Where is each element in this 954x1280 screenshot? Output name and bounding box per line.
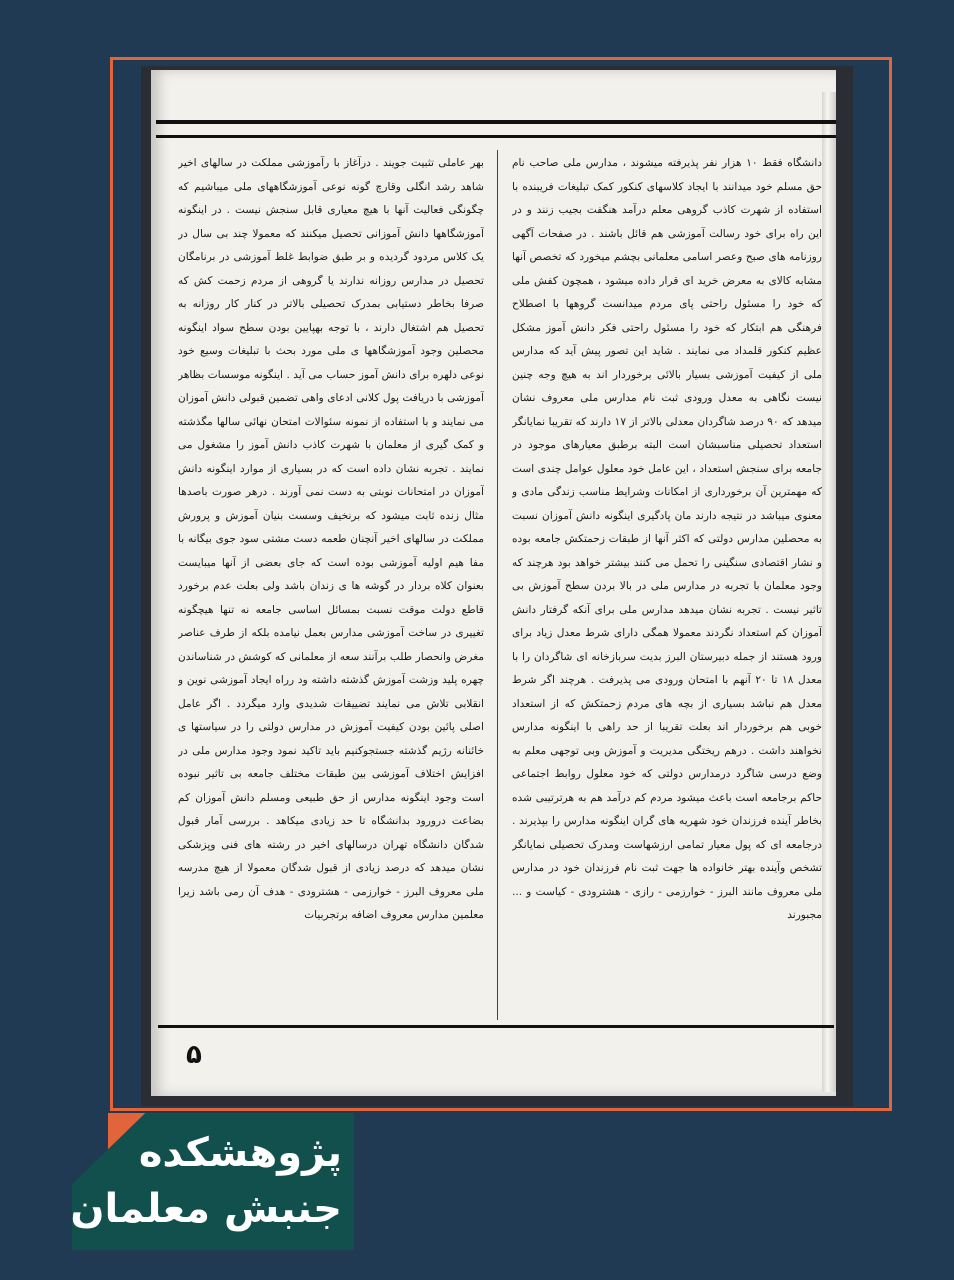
right-column-paragraph: دانشگاه فقط ۱۰ هزار نفر پذیرفته میشوند ، مدارس ملی صاحب نام حق مسلم خود میدانند با ایجاد کلاسهای کنکور کمک تبلیغات فریبنده با استفاده از شهرت کاذب گروهی معلم درآمد هنگفت بجیب زنند و در این راه برای خود رسالت آموزشی هم قائل باشند . در صفحات آگهی روزنامه های صبح وعصر اسامی معلمانی بچشم میخورد که تخصص آنها مشابه کالای به معرض خرید ای قرار داده میشود ، همچون کفش ملی که خود را مسئول راحتی پای مردم میدانست گروهها با اصطلاح فرهنگی هم ابتکار که خود را مسئول راحتی فکر دانش آموز مشکل عظیم کنکور قلمداد می نمایند . شاید این تصور پیش آید که مدارس ملی از کیفیت آموزشی بسیار بالائی برخوردار اند به هیچ وجه چنین نیست نگاهی به معدل ورودی ثبت نام مدارس ملی معروف نشان میدهد که ۹۰ درصد شاگردان معدلی بالاتر از ۱۷ دارند که تقریبا نمایانگر استعداد تحصیلی مناسبشان است البته برطبق معیارهای موجود در جامعه برای سنجش استعداد ، این عامل خود معلول عوامل چندی است که مهمترین آن برخورداری از امکانات وشرایط مناسب زندگی مادی و معنوی میباشد در نتیجه دارند مان پادگیری اینگونه دانش آموزان نسبت به محصلین مدارس دولتی که اکثر آنها از طبقات زحمتکش جامعه بوده و نشار اقتصادی سنگینی را تحمل می کنند بیشتر خواهد بود هرچند که وجود معلمان با تجربه در مدارس ملی در بالا بردن سطح آموزش بی تاثیر نیست . تجربه نشان میدهد مدارس ملی برای آنکه گرفتار دانش آموزان کم استعداد نگردند معمولا همگی دارای شرط معدل زیاد برای ورود هستند از جمله دبیرستان البرز بدیت سربازخانه ای شاگردان را با معدل ۱۸ تا ۲۰ آنهم با امتحان ورودی می پذیرفت . هرچند اگر شرط معدل هم نباشد بسیاری از بچه های مردم زحمتکش که از استعداد خوبی هم برخوردار اند بعلت تقریبا از حد راهی با اینگونه مدارس نخواهند داشت . درهم ریختگی مدیریت و آموزش وبی توجهی معلم به وضع درسی شاگرد درمدارس دولتی که خود معلول روابط اجتماعی حاکم برجامعه است باعث میشود مردم کم درآمد هم به هرترتیبی شده بخاطر آینده فرزندان خود شهریه های گران اینگونه مدارس را بپذیرند . درجامعه ای که پول معیار تمامی ارزشهاست ومدرک تحصیلی نمایانگر تشخص وآینده بهتر خانواده ها جهت ثبت نام فرزندان خود در مدارس ملی معروف مانند البرز - خوارزمی - رازی - هشترودی - کیاست و ... مجبورند [512, 157, 822, 921]
left-column-paragraph: بهر عاملی تثبیت جویند . درآغاز با رآموزشی مملکت در سالهای اخیر شاهد رشد انگلی وقارچ گونه نوعی آموزشگاههای ملی میباشیم که چگونگی فعالیت آنها با هیچ معیاری قابل سنجش نیست . در اینگونه آموزشگاهها دانش آموزانی تحصیل میکنند که معمولا چند بی سال در یک کلاس مردود گردیده و بر طبق ضوابط غلط آموزشی در برنامگان تحصیل در مدارس روزانه ندارند یا گروهی از مردم زحمت کش که صرفا بخاطر دستیابی بمدرک تحصیلی بالاتر در کنار کار روزانه به تحصیل هم اشتغال دارند ، با توجه بهپایین بودن سطح سواد اینگونه محصلین وجود آموزشگاهها ی ملی مورد بحث با تبلیغات وسیع خود نوعی دلهره برای دانش آموز حساب می آید . اینگونه موسسات بظاهر آموزشی با دریافت پول کلانی ادعای واهی تضمین قبولی دانش آموزان می نمایند و با استفاده از نمونه سئوالات امتحان نهائی سالها مگذشته و کمک گیری از معلمان با شهرت کاذب دانش آموز را مشغول می نمایند . تجربه نشان داده است که در بسیاری از موارد اینگونه دانش آموزان در امتحانات نوبتی به دست نمی آورند . درهر صورت باصدها مثال زنده ثابت میشود که برنخیف وسست بنیان آموزش و پرورش مملکت در سالهای اخیر آنچنان طعمه دست مشتی سود جوی بیگانه با مفا هیم اولیه آموزشی بوده است که جای بعضی از آنها میبایست بعنوان کلاه بردار در گوشه ها ی زندان باشد ولی بعلت عدم برخورد قاطع دولت موقت نسبت بمسائل اساسی جامعه نه تنها هیچگونه تغییری در ساخت آموزشی مدارس بعمل نیامده بلکه از طرف عناصر مغرض وانحصار طلب برآنند سعه از معلمانی که کوشش در شناساندن چهره پلید وزشت آموزش گذشته داشته ود رراه ایجاد آموزشی نوین و انقلابی تلاش می نمایند تضییقات شدیدی وارد میگردد . اگر عامل اصلی پائین بودن کیفیت آموزش در مدارس دولتی را در سیاستها ی خائنانه رژیم گذشته جستجوکنیم باید تاکید نمود وجود مدارس ملی در افزایش اختلاف آموزشی بین طبقات مختلف جامعه بی تاثیر نبوده است وجود اینگونه مدارس از حق طبیعی ومسلم دانش آموزان کم بضاعت درورود بدانشگاه تا حد زیادی میکاهد . بررسی آمار قبول شدگان دانشگاه تهران درسالهای اخیر در رشته های فنی وپزشکی نشان میدهد که درصد زیادی از قبول شدگان معمولا از هیچ مدرسه ملی معروف البرز - خوارزمی - هشترودی - هدف آن رمی باشد زیرا معلمین مدارس معروف اضافه برتجربیات [178, 157, 484, 921]
page-number: ۵ [186, 1040, 202, 1070]
footer-rule [158, 1025, 834, 1028]
header-rule-thick [156, 120, 836, 124]
column-divider [497, 150, 498, 1020]
logo-title-line2: جنبش معلمان [70, 1186, 342, 1232]
page-edge-binding [822, 92, 836, 1092]
logo-title-line1: پژوهشکده [138, 1130, 342, 1176]
left-text-column [178, 152, 484, 1022]
right-text-column [512, 152, 822, 1022]
header-rule-thin [156, 135, 836, 138]
